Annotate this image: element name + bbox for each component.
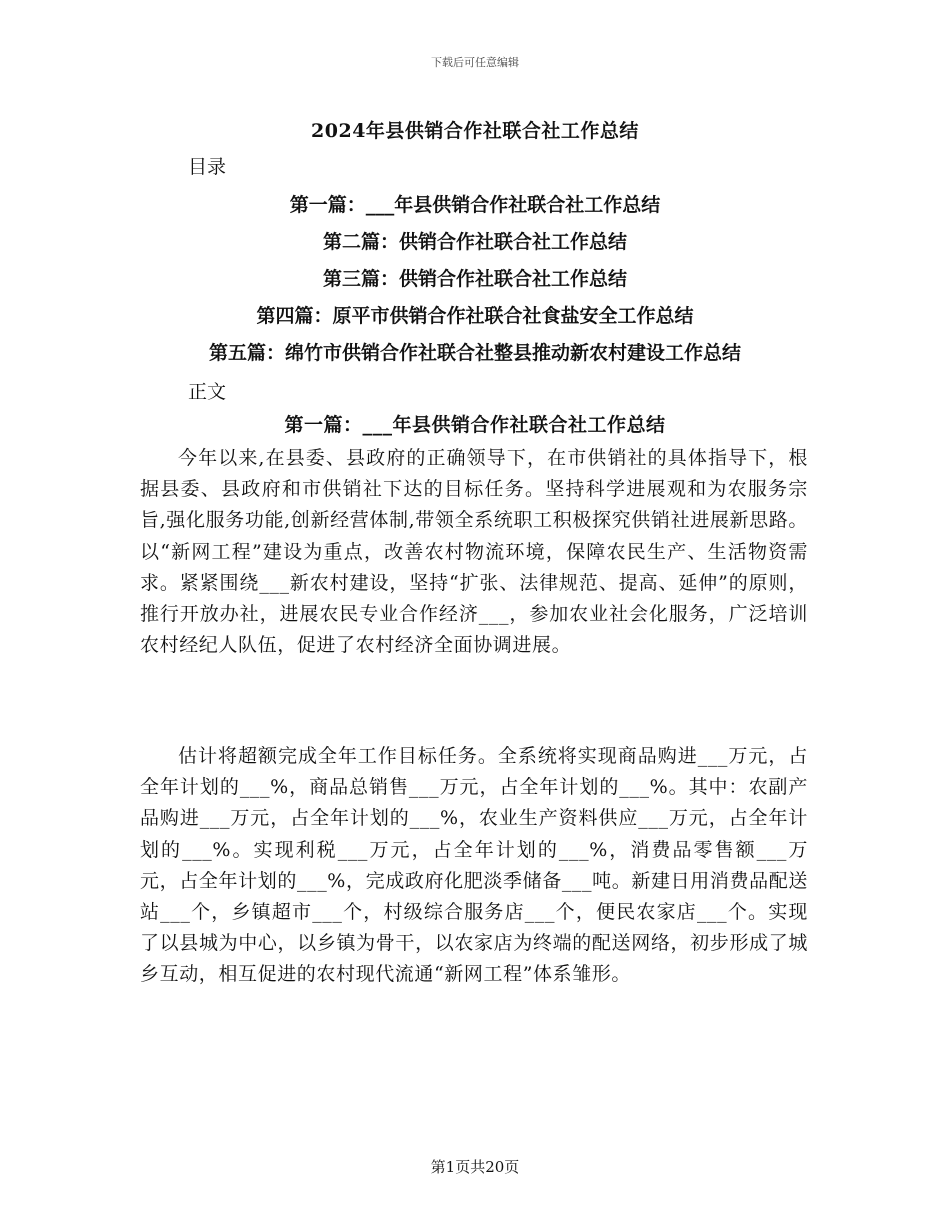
header-note: 下载后可任意编辑 xyxy=(431,56,519,69)
section-heading: 第一篇：___年县供销合作社联合社工作总结 xyxy=(284,414,666,436)
toc-item: 第五篇：绵竹市供销合作社联合社整县推动新农村建设工作总结 xyxy=(208,342,741,364)
body-paragraph: 今年以来,在县委、县政府的正确领导下，在市供销社的具体指导下，根据县委、县政府和市供销社下达的目标任务。坚持科学进展观和为农服务宗旨,强化服务功能,创新经营体制,带领全系统职工积极探究供销社进展新思路。以“新网工程”建设为重点，改善农村物流环境，保障农民生产、生活物资需求。紧紧围绕___新农村建设，坚持“扩张、法律规范、提高、延伸”的原则，推行开放办社，进展农民专业合作经济___，参加农业社会化服务，广泛培训农村经纪人队伍，促进了农村经济全面协调进展。 xyxy=(140,447,808,657)
toc-item: 第四篇：原平市供销合作社联合社食盐安全工作总结 xyxy=(256,305,694,327)
body-paragraph: 估计将超额完成全年工作目标任务。全系统将实现商品购进___万元，占全年计划的___%，商品总销售___万元，占全年计划的___%。其中：农副产品购进___万元，占全年计划的___%，农业生产资料供应___万元，占全年计划的___%。实现利税___万元，占全年计划的___%，消费品零售额___万元，占全年计划的___%，完成政府化肥淡季储备___吨。新建日用消费品配送站___个，乡镇超市___个，村级综合服务店___个，便民农家店___个。实现了以县城为中心，以乡镇为骨干，以农家店为终端的配送网络，初步形成了城乡互动，相互促进的农村现代流通“新网工程”体系雏形。 xyxy=(140,745,808,986)
document-title: 2024年县供销合作社联合社工作总结 xyxy=(311,120,639,142)
toc-label: 目录 xyxy=(188,156,227,178)
toc-item: 第三篇：供销合作社联合社工作总结 xyxy=(322,268,627,290)
toc-item: 第二篇：供销合作社联合社工作总结 xyxy=(322,231,627,253)
page-footer: 第1页共20页 xyxy=(430,1158,520,1176)
toc-item: 第一篇：___年县供销合作社联合社工作总结 xyxy=(289,194,661,216)
table-of-contents xyxy=(0,187,950,372)
body-label: 正文 xyxy=(188,381,227,403)
